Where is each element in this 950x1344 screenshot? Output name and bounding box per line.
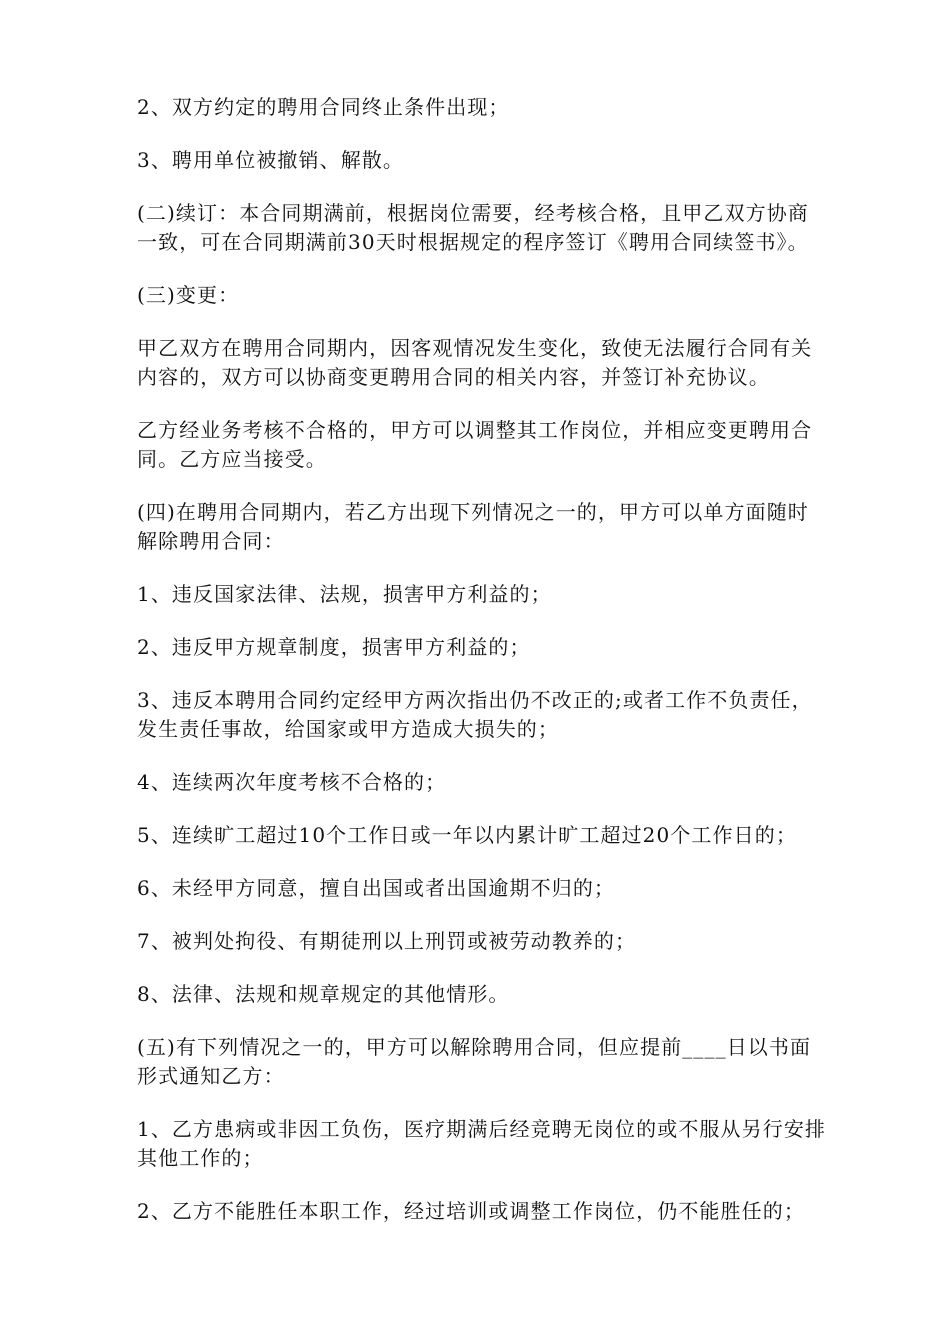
paragraph-change-heading: (三)变更： — [137, 283, 240, 307]
list-item-law-violation: 1、违反国家法律、法规，损害甲方利益的； — [137, 582, 552, 606]
document-body — [137, 93, 827, 1250]
list-item-failed-assessment: 4、连续两次年度考核不合格的； — [137, 770, 447, 794]
list-item-rule-violation: 2、违反甲方规章制度，损害甲方利益的； — [137, 635, 531, 659]
list-item-contract-violation: 3、违反本聘用合同约定经甲方两次指出仍不改正的;或者工作不负责任，发生责任事故，给国家或甲方造成大损失的； — [137, 688, 813, 741]
list-item-criminal-penalty: 7、被判处拘役、有期徒刑以上刑罚或被劳动教养的； — [137, 929, 637, 953]
list-item-absenteeism: 5、连续旷工超过10个工作日或一年以内累计旷工超过20个工作日的； — [137, 823, 797, 847]
paragraph-notice-termination: (五)有下列情况之一的，甲方可以解除聘用合同，但应提前____日以书面形式通知乙方： — [137, 1035, 812, 1088]
paragraph-change-negotiation: 甲乙双方在聘用合同期内，因客观情况发生变化，致使无法履行合同有关内容的，双方可以协商变更聘用合同的相关内容，并签订补充协议。 — [137, 336, 813, 389]
list-item-other-circumstances: 8、法律、法规和规章规定的其他情形。 — [137, 982, 510, 1006]
list-item-unauthorized-travel: 6、未经甲方同意，擅自出国或者出国逾期不归的； — [137, 876, 616, 900]
paragraph-renewal: (二)续订：本合同期满前，根据岗位需要，经考核合格，且甲乙双方协商一致，可在合同期满前30天时根据规定的程序签订《聘用合同续签书》。 — [137, 201, 809, 254]
list-item-illness-injury: 1、乙方患病或非因工负伤，医疗期满后经竞聘无岗位的或不服从另行安排其他工作的； — [137, 1117, 827, 1170]
paragraph-termination-condition: 2、双方约定的聘用合同终止条件出现； — [137, 95, 510, 119]
paragraph-employer-dissolved: 3、聘用单位被撤销、解散。 — [137, 148, 405, 172]
list-item-incompetence: 2、乙方不能胜任本职工作，经过培训或调整工作岗位，仍不能胜任的； — [137, 1199, 805, 1223]
paragraph-unilateral-termination: (四)在聘用合同期内，若乙方出现下列情况之一的，甲方可以单方面随时解除聘用合同： — [137, 500, 809, 553]
paragraph-change-assessment: 乙方经业务考核不合格的，甲方可以调整其工作岗位，并相应变更聘用合同。乙方应当接受。 — [137, 418, 813, 471]
